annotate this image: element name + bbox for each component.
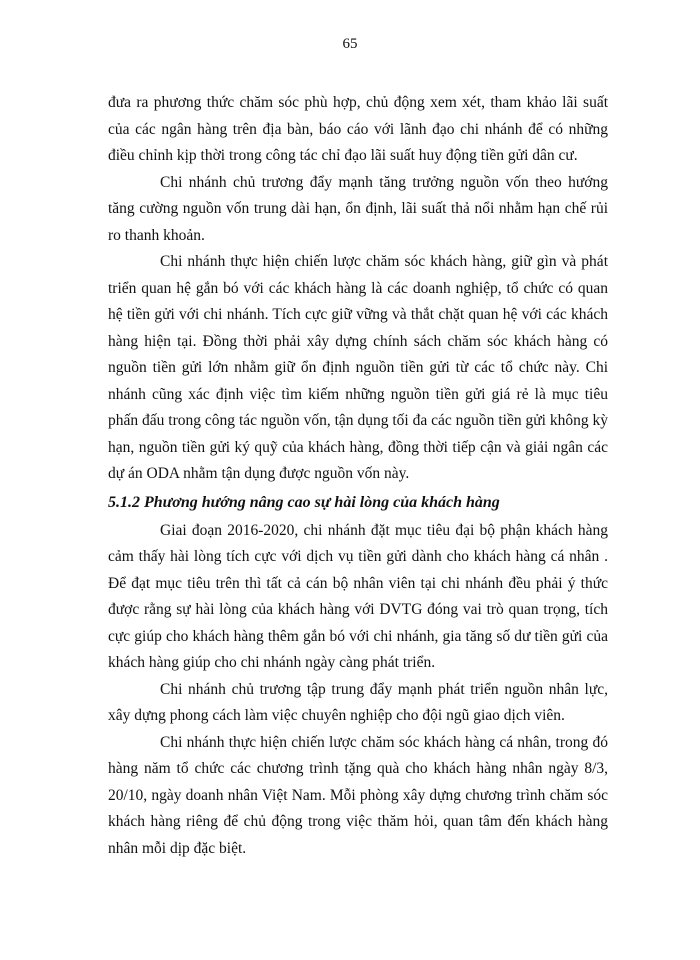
- section-heading: 5.1.2 Phương hướng nâng cao sự hài lòng của khách hàng: [108, 493, 500, 511]
- paragraph: Chi nhánh chủ trương đẩy mạnh tăng trưởng nguồn vốn theo hướng tăng cường nguồn vốn trung dài hạn, ổn định, lãi suất thả nổi nhằm hạn chế rủi ro thanh khoản.: [108, 173, 608, 244]
- paragraph-continuation: đưa ra phương thức chăm sóc phù hợp, chủ động xem xét, tham khảo lãi suất của các ngân hàng trên địa bàn, báo cáo với lãnh đạo chi nhánh để có những điều chỉnh kịp thời trong công tác chỉ đạo lãi suất huy động tiền gửi dân cư.: [108, 94, 608, 164]
- page-body: [108, 90, 608, 862]
- paragraph: Giai đoạn 2016-2020, chi nhánh đặt mục tiêu đại bộ phận khách hàng cảm thấy hài lòng tích cực với dịch vụ tiền gửi dành cho khách hàng cá nhân . Để đạt mục tiêu trên thì tất cả cán bộ nhân viên tại chi nhánh đều phải ý thức được rằng sự hài lòng của khách hàng với DVTG đóng vai trò quan trọng, tích cực giúp cho khách hàng thêm gắn bó với chi nhánh, gia tăng số dư tiền gửi của khách hàng giúp cho chi nhánh ngày càng phát triển.: [108, 521, 608, 671]
- paragraph: Chi nhánh thực hiện chiến lược chăm sóc khách hàng, giữ gìn và phát triển quan hệ gắn bó với các khách hàng là các doanh nghiệp, tổ chức có quan hệ tiền gửi với chi nhánh. Tích cực giữ vững và thắt chặt quan hệ với các khách hàng hiện tại. Đồng thời phải xây dựng chính sách chăm sóc khách hàng có nguồn tiền gửi lớn nhằm giữ ổn định nguồn tiền gửi từ các tổ chức này. Chi nhánh cũng xác định việc tìm kiếm những nguồn tiền gửi giá rẻ là mục tiêu phấn đấu trong công tác nguồn vốn, tận dụng tối đa các nguồn tiền gửi không kỳ hạn, nguồn tiền gửi ký quỹ của khách hàng, đồng thời tiếp cận và giải ngân các dự án ODA nhằm tận dụng được nguồn vốn này.: [108, 253, 608, 482]
- paragraph: Chi nhánh thực hiện chiến lược chăm sóc khách hàng cá nhân, trong đó hàng năm tổ chức các chương trình tặng quà cho khách hàng nhân ngày 8/3, 20/10, ngày doanh nhân Việt Nam. Mỗi phòng xây dựng chương trình chăm sóc khách hàng riêng để chủ động trong việc thăm hỏi, quan tâm đến khách hàng nhân mỗi dịp đặc biệt.: [108, 733, 608, 857]
- paragraph: Chi nhánh chủ trương tập trung đẩy mạnh phát triển nguồn nhân lực, xây dựng phong cách làm việc chuyên nghiệp cho đội ngũ giao dịch viên.: [108, 680, 608, 724]
- page-number: 65: [342, 36, 358, 52]
